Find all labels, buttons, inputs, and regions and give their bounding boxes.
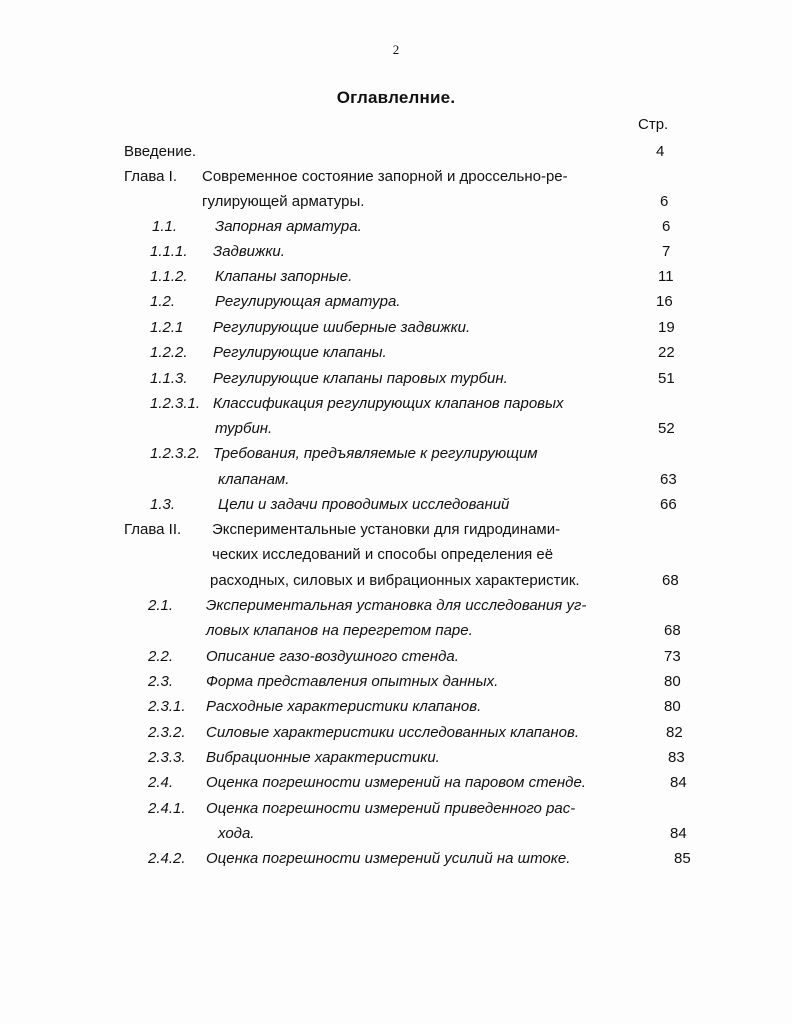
toc-entry-text: Клапаны запорные. <box>215 268 353 285</box>
toc-entry-number: 1.1.2. <box>150 268 188 285</box>
toc-entry-page: 82 <box>666 724 683 741</box>
toc-entry-text: ловых клапанов на перегретом паре. <box>206 622 473 639</box>
toc-entry-number: 1.2.2. <box>150 344 188 361</box>
toc-entry-number: Глава II. <box>124 521 182 538</box>
toc-entry-text: хода. <box>218 825 255 842</box>
toc-entry-number: 1.2.3.1. <box>150 395 201 412</box>
toc-entry-text: Форма представления опытных данных. <box>206 673 499 690</box>
toc-entry-page: 51 <box>658 370 675 387</box>
toc-entry-number: 2.3. <box>148 673 174 690</box>
toc-entry-number: 2.4.2. <box>148 850 186 867</box>
toc-entry-text: Силовые характеристики исследованных клапанов. <box>206 724 579 741</box>
toc-entry-page: 4 <box>656 143 665 160</box>
toc-entry-text: Расходные характеристики клапанов. <box>206 698 482 715</box>
toc-entry-text: Экспериментальная установка для исследования уг- <box>206 597 587 614</box>
page-number: 2 <box>392 42 400 57</box>
toc-entry-text: Оценка погрешности измерений на паровом стенде. <box>206 774 586 791</box>
toc-entry-text: Оценка погрешности измерений приведенного рас- <box>206 800 576 817</box>
toc-entry-text: Регулирующая арматура. <box>215 293 401 310</box>
toc-entry-number: 2.3.2. <box>148 724 186 741</box>
toc-entry-number: 2.2. <box>148 648 174 665</box>
toc-entry-text: Экспериментальные установки для гидродинами- <box>212 521 561 538</box>
toc-entry-text: расходных, силовых и вибрационных характеристик. <box>210 572 580 589</box>
toc-entry-page: 68 <box>664 622 681 639</box>
toc-entry-text: Регулирующие клапаны паровых турбин. <box>213 370 508 387</box>
toc-entry-number: 2.3.1. <box>148 698 186 715</box>
toc-entry-text: Оценка погрешности измерений усилий на штоке. <box>206 850 571 867</box>
toc-entry-text: Задвижки. <box>213 243 285 260</box>
toc-entry-text: гулирующей арматуры. <box>202 193 365 210</box>
toc-entry-page: 22 <box>658 344 675 361</box>
toc-entry-text: Цели и задачи проводимых исследований <box>218 496 510 513</box>
toc-entry-number: 1.2. <box>150 293 176 310</box>
toc-entry-number: Глава I. <box>124 168 178 185</box>
toc-entry-number: 1.1.3. <box>150 370 188 387</box>
toc-entry-number: 1.3. <box>150 496 176 513</box>
toc-entry-page: 7 <box>662 243 671 260</box>
toc-entry-text: ческих исследований и способы определения её <box>212 546 554 563</box>
toc-entry-page: 83 <box>668 749 685 766</box>
toc-entry-page: 6 <box>662 218 671 235</box>
toc-entry-text: Регулирующие клапаны. <box>213 344 387 361</box>
toc-entry-text: Современное состояние запорной и дроссельно-ре- <box>202 168 568 185</box>
toc-entry-number: 1.1. <box>152 218 178 235</box>
toc-entry-page: 80 <box>664 698 681 715</box>
toc-entry-number: 1.1.1. <box>150 243 188 260</box>
toc-entry-text: Вибрационные характеристики. <box>206 749 440 766</box>
toc-entry-number: 1.2.1 <box>150 319 184 336</box>
page-title: Оглавлелние. <box>336 88 456 107</box>
toc-entry-text: Регулирующие шиберные задвижки. <box>213 319 471 336</box>
toc-entry-text: Требования, предъявляемые к регулирующим <box>213 445 538 462</box>
toc-entry-page: 11 <box>658 268 674 285</box>
toc-entry-page: 16 <box>656 293 673 310</box>
toc-entry-page: 84 <box>670 825 687 842</box>
toc-entry-text: Описание газо-воздушного стенда. <box>206 648 459 665</box>
toc-entry-page: 66 <box>660 496 677 513</box>
toc-entry-number: 2.4.1. <box>148 800 186 817</box>
toc-entry-page: 52 <box>658 420 675 437</box>
toc-entry-text: турбин. <box>215 420 273 437</box>
toc-entry-page: 80 <box>664 673 681 690</box>
toc-entry-text: Запорная арматура. <box>215 218 362 235</box>
toc-entry-number: 1.2.3.2. <box>150 445 201 462</box>
toc-entry-text: клапанам. <box>218 471 290 488</box>
toc-entry-page: 68 <box>662 572 679 589</box>
toc-entry-page: 85 <box>674 850 691 867</box>
toc-entry-number: 2.1. <box>148 597 174 614</box>
toc-entry-page: 63 <box>660 471 677 488</box>
toc-entry-page: 84 <box>670 774 687 791</box>
page-column-header: Стр. <box>638 116 669 133</box>
toc-entry-page: 73 <box>664 648 681 665</box>
toc-entry-page: 6 <box>660 193 669 210</box>
toc-entry-text: Классификация регулирующих клапанов паровых <box>213 395 564 412</box>
toc-entry-number: 2.4. <box>148 774 174 791</box>
toc-entry-number: 2.3.3. <box>148 749 186 766</box>
toc-entry-page: 19 <box>658 319 675 336</box>
toc-entry-text: Введение. <box>124 143 197 160</box>
